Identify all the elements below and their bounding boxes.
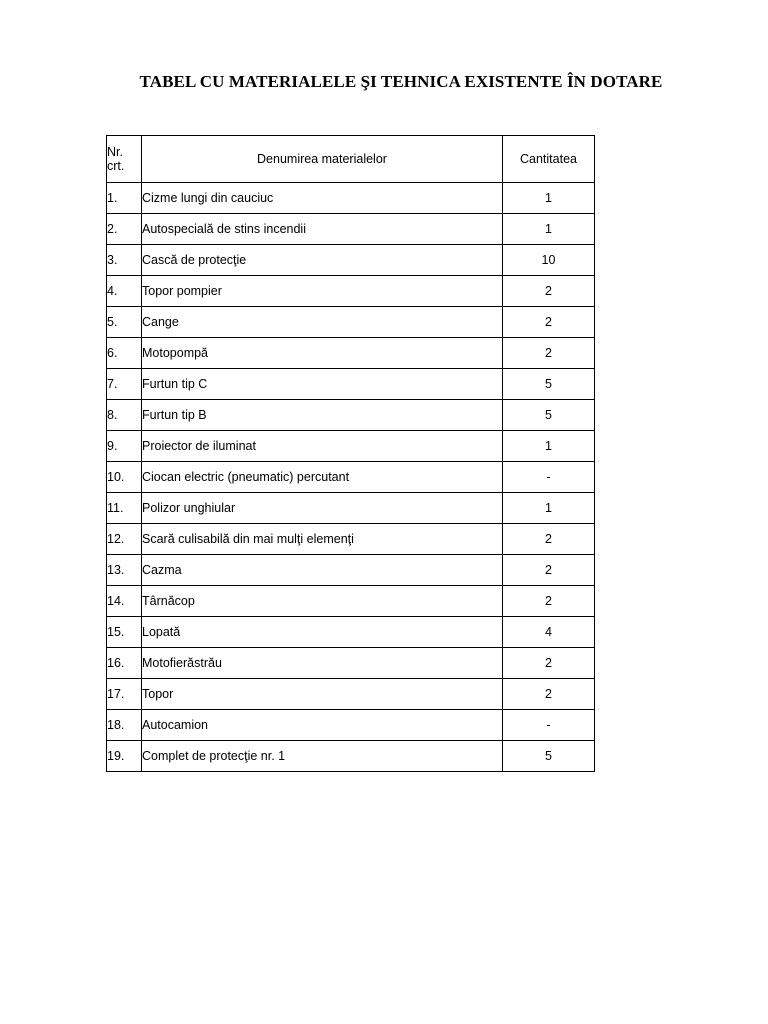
row-number: 9. xyxy=(107,431,142,462)
material-quantity: 1 xyxy=(503,183,595,214)
table-row xyxy=(107,586,595,617)
table-row xyxy=(107,524,595,555)
material-name: Motopompă xyxy=(142,338,503,369)
material-quantity: 2 xyxy=(503,276,595,307)
row-number: 1. xyxy=(107,183,142,214)
material-quantity: 2 xyxy=(503,586,595,617)
header-material-name: Denumirea materialelor xyxy=(142,136,503,183)
table-row xyxy=(107,741,595,772)
material-name: Autocamion xyxy=(142,710,503,741)
material-quantity: 2 xyxy=(503,338,595,369)
row-number: 19. xyxy=(107,741,142,772)
material-name: Polizor unghiular xyxy=(142,493,503,524)
table-row xyxy=(107,400,595,431)
material-name: Furtun tip B xyxy=(142,400,503,431)
row-number: 14. xyxy=(107,586,142,617)
table-row xyxy=(107,369,595,400)
row-number: 4. xyxy=(107,276,142,307)
material-name: Cange xyxy=(142,307,503,338)
table-row xyxy=(107,245,595,276)
material-quantity: 5 xyxy=(503,400,595,431)
page-title: TABEL CU MATERIALELE ŞI TEHNICA EXISTENTE ÎN DOTARE xyxy=(139,72,663,91)
row-number: 13. xyxy=(107,555,142,586)
row-number: 15. xyxy=(107,617,142,648)
row-number: 12. xyxy=(107,524,142,555)
row-number: 5. xyxy=(107,307,142,338)
material-quantity: - xyxy=(503,710,595,741)
table-header xyxy=(107,136,595,183)
table-row xyxy=(107,679,595,710)
material-name: Furtun tip C xyxy=(142,369,503,400)
material-name: Lopată xyxy=(142,617,503,648)
table-row xyxy=(107,617,595,648)
row-number: 7. xyxy=(107,369,142,400)
material-name: Motofierăstrău xyxy=(142,648,503,679)
header-nr-line2: crt. xyxy=(107,159,125,173)
material-name: Topor pompier xyxy=(142,276,503,307)
material-quantity: 1 xyxy=(503,493,595,524)
row-number: 11. xyxy=(107,493,142,524)
row-number: 17. xyxy=(107,679,142,710)
table-row xyxy=(107,431,595,462)
table-row xyxy=(107,493,595,524)
material-quantity: 5 xyxy=(503,741,595,772)
material-quantity: 2 xyxy=(503,524,595,555)
table-row xyxy=(107,555,595,586)
row-number: 8. xyxy=(107,400,142,431)
table-row xyxy=(107,648,595,679)
material-name: Topor xyxy=(142,679,503,710)
table-row xyxy=(107,214,595,245)
table-row xyxy=(107,338,595,369)
table-body xyxy=(107,183,595,772)
row-number: 3. xyxy=(107,245,142,276)
material-quantity: 5 xyxy=(503,369,595,400)
material-quantity: 10 xyxy=(503,245,595,276)
material-name: Târnăcop xyxy=(142,586,503,617)
material-name: Proiector de iluminat xyxy=(142,431,503,462)
row-number: 10. xyxy=(107,462,142,493)
material-name: Scară culisabilă din mai mulţi elemenţi xyxy=(142,524,503,555)
material-name: Cască de protecţie xyxy=(142,245,503,276)
material-quantity: 2 xyxy=(503,679,595,710)
row-number: 6. xyxy=(107,338,142,369)
material-quantity: 2 xyxy=(503,307,595,338)
table-row xyxy=(107,307,595,338)
materials-table xyxy=(106,135,595,772)
material-name: Complet de protecţie nr. 1 xyxy=(142,741,503,772)
material-quantity: 1 xyxy=(503,431,595,462)
material-name: Ciocan electric (pneumatic) percutant xyxy=(142,462,503,493)
header-row xyxy=(107,136,595,183)
table-row xyxy=(107,710,595,741)
table-row xyxy=(107,462,595,493)
header-nr-crt xyxy=(107,136,142,183)
material-quantity: - xyxy=(503,462,595,493)
header-quantity: Cantitatea xyxy=(503,136,595,183)
material-quantity: 2 xyxy=(503,555,595,586)
row-number: 16. xyxy=(107,648,142,679)
material-quantity: 4 xyxy=(503,617,595,648)
material-name: Cazma xyxy=(142,555,503,586)
row-number: 2. xyxy=(107,214,142,245)
row-number: 18. xyxy=(107,710,142,741)
table-row xyxy=(107,276,595,307)
material-name: Autospecială de stins incendii xyxy=(142,214,503,245)
header-nr-line1: Nr. xyxy=(107,145,123,159)
material-quantity: 2 xyxy=(503,648,595,679)
table-row xyxy=(107,183,595,214)
material-quantity: 1 xyxy=(503,214,595,245)
material-name: Cizme lungi din cauciuc xyxy=(142,183,503,214)
